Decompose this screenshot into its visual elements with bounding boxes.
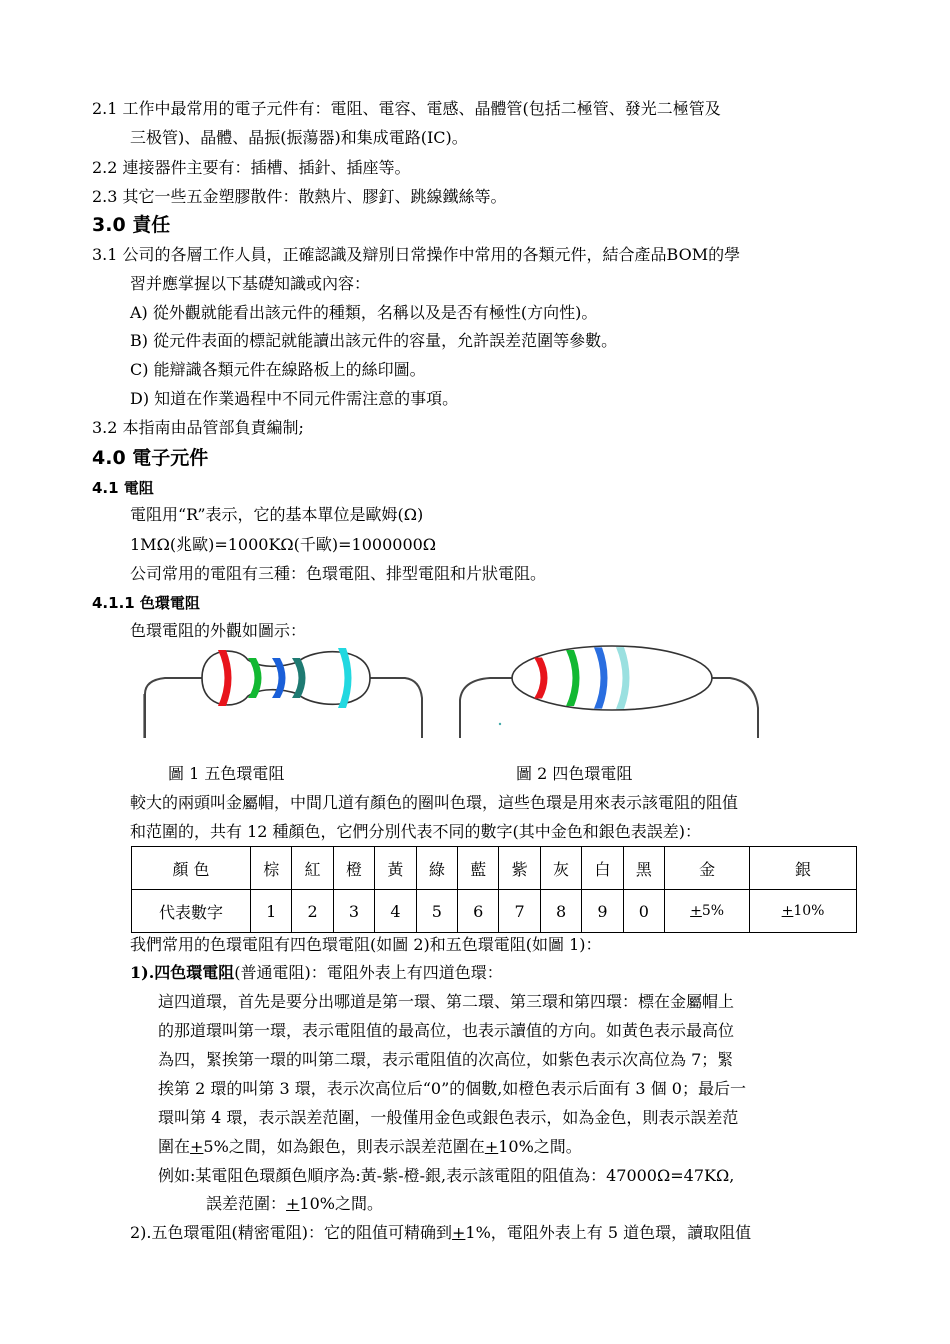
text-span: 10%之間。 bbox=[299, 1194, 383, 1213]
table-cell: 5 bbox=[416, 890, 457, 933]
table-cell: 2 bbox=[292, 890, 333, 933]
text-line: 三极管)、晶體、晶振(振蕩器)和集成電路(IC)。 bbox=[130, 128, 468, 147]
text-line: 3.1 公司的各層工作人員，正確認識及辯別日常操作中常用的各類元件，結合產品BOM的學 bbox=[92, 245, 741, 264]
table-cell: 灰 bbox=[540, 847, 581, 890]
text-line: 的那道環叫第一環，表示電阻值的最高位，也表示讀值的方向。如黃色表示最高位 bbox=[158, 1021, 735, 1040]
table-header-cell: 代表數字 bbox=[132, 890, 251, 933]
plus-minus-sign: + bbox=[484, 1137, 499, 1156]
table-cell: 0 bbox=[623, 890, 664, 933]
table-cell: 紫 bbox=[499, 847, 540, 890]
text-line: 和范圍的，共有 12 種顏色，它們分別代表不同的數字(其中金色和銀色表誤差)： bbox=[130, 822, 702, 841]
text-line: 我們常用的色環電阻有四色環電阻(如圖 2)和五色環電阻(如圖 1)： bbox=[130, 935, 602, 954]
tolerance-value: 5% bbox=[701, 903, 725, 919]
table-cell bbox=[665, 890, 750, 933]
text-line: 2.1 工作中最常用的電子元件有：電阻、電容、電感、晶體管(包括二極管、發光二極管及 bbox=[92, 99, 721, 118]
plus-minus-sign: + bbox=[452, 1223, 466, 1242]
text-line bbox=[130, 963, 503, 983]
tolerance-value: 10% bbox=[793, 903, 825, 919]
table-header-cell: 顏 色 bbox=[132, 847, 251, 890]
tolerance-sign: + bbox=[781, 903, 794, 919]
table-cell: 綠 bbox=[416, 847, 457, 890]
text-line: 環叫第 4 環，表示誤差范圍，一般僅用金色或銀色表示，如為金色，則表示誤差范 bbox=[158, 1108, 739, 1127]
text-span: 10%之間。 bbox=[498, 1137, 582, 1156]
text-line: 2.2 連接器件主要有：插槽、插針、插座等。 bbox=[92, 158, 411, 177]
list-item: A) 從外觀就能看出該元件的種類，名稱以及是否有極性(方向性)。 bbox=[130, 303, 598, 322]
text-line: 挨第 2 環的叫第 3 環，表示次高位后“0”的個數,如橙色表示后面有 3 個 0；最后一 bbox=[158, 1079, 746, 1098]
text-span: 2).五色環電阻(精密電阻)：它的阻值可精确到 bbox=[130, 1223, 452, 1242]
color-code-table bbox=[131, 846, 857, 933]
text-line: 這四道環，首先是要分出哪道是第一環、第二環、第三環和第四環：標在金屬帽上 bbox=[158, 992, 735, 1011]
list-item: C) 能辯識各類元件在線路板上的絲印圖。 bbox=[130, 360, 426, 379]
table-cell: 黃 bbox=[375, 847, 416, 890]
text-span: 誤差范圍： bbox=[206, 1194, 287, 1213]
text-span: 圍在 bbox=[158, 1137, 191, 1156]
subsection-heading: 4.1.1 色環電阻 bbox=[92, 594, 200, 612]
text-line: 1MΩ(兆歐)=1000KΩ(千歐)=1000000Ω bbox=[130, 535, 437, 554]
four-band-title: 1).四色環電阻 bbox=[130, 963, 235, 982]
text-line: 色環電阻的外觀如圖示： bbox=[130, 621, 307, 640]
tolerance-sign: + bbox=[690, 903, 702, 919]
section-heading: 3.0 責任 bbox=[92, 214, 171, 236]
four-band-resistor-figure bbox=[460, 646, 758, 738]
list-item: D) 知道在作業過程中不同元件需注意的事項。 bbox=[130, 389, 459, 408]
table-cell: 棕 bbox=[251, 847, 292, 890]
text-line: 2.3 其它一些五金塑膠散件：散熱片、膠釘、跳線鐵絲等。 bbox=[92, 187, 507, 206]
table-cell: 白 bbox=[582, 847, 623, 890]
figure-caption: 圖 1 五色環電阻 bbox=[168, 764, 285, 783]
subsection-heading: 4.1 電阻 bbox=[92, 479, 154, 497]
table-row bbox=[132, 847, 857, 890]
table-cell: 1 bbox=[251, 890, 292, 933]
text-line bbox=[130, 1223, 751, 1243]
text-line: 習并應掌握以下基礎知識或內容： bbox=[130, 274, 371, 293]
table-cell: 6 bbox=[458, 890, 499, 933]
five-band-resistor-figure bbox=[144, 648, 422, 738]
table-cell: 黑 bbox=[623, 847, 664, 890]
text-line: 公司常用的電阻有三種：色環電阻、排型電阻和片狀電阻。 bbox=[130, 564, 547, 583]
plus-minus-sign: + bbox=[286, 1194, 300, 1213]
text-line bbox=[158, 1137, 582, 1157]
table-cell: 銀 bbox=[750, 847, 857, 890]
table-cell bbox=[750, 890, 857, 933]
section-heading: 4.0 電子元件 bbox=[92, 447, 209, 469]
text-span: 1%，電阻外表上有 5 道色環，讀取阻值 bbox=[465, 1223, 752, 1242]
table-cell: 藍 bbox=[458, 847, 499, 890]
text-line: 電阻用“R”表示，它的基本單位是歐姆(Ω) bbox=[130, 505, 424, 524]
text-span: 5%之間，如為銀色，則表示誤差范圍在 bbox=[203, 1137, 485, 1156]
text-line: 例如:某電阻色環顏色順序為:黃-紫-橙-銀,表示該電阻的阻值為：47000Ω=47KΩ, bbox=[158, 1166, 735, 1185]
four-band-desc: (普通電阻)：電阻外表上有四道色環： bbox=[234, 963, 503, 982]
list-item: B) 從元件表面的標記就能讀出該元件的容量，允許誤差范圍等參數。 bbox=[130, 331, 618, 350]
table-cell: 紅 bbox=[292, 847, 333, 890]
text-line bbox=[206, 1194, 383, 1214]
table-row bbox=[132, 890, 857, 933]
table-cell: 金 bbox=[665, 847, 750, 890]
table-cell: 橙 bbox=[333, 847, 374, 890]
table-cell: 9 bbox=[582, 890, 623, 933]
table-cell: 7 bbox=[499, 890, 540, 933]
resistor-illustration bbox=[130, 638, 810, 758]
figure-caption: 圖 2 四色環電阻 bbox=[516, 764, 633, 783]
text-line: 3.2 本指南由品管部負責編制; bbox=[92, 418, 304, 437]
table-cell: 4 bbox=[375, 890, 416, 933]
text-line: 為四，緊挨第一環的叫第二環，表示電阻值的次高位，如紫色表示次高位為 7；緊 bbox=[158, 1050, 734, 1069]
plus-minus-sign: + bbox=[190, 1137, 204, 1156]
table-cell: 8 bbox=[540, 890, 581, 933]
text-line: 較大的兩頭叫金屬帽，中間几道有顏色的圈叫色環，這些色環是用來表示該電阻的阻值 bbox=[130, 793, 739, 812]
table-cell: 3 bbox=[333, 890, 374, 933]
